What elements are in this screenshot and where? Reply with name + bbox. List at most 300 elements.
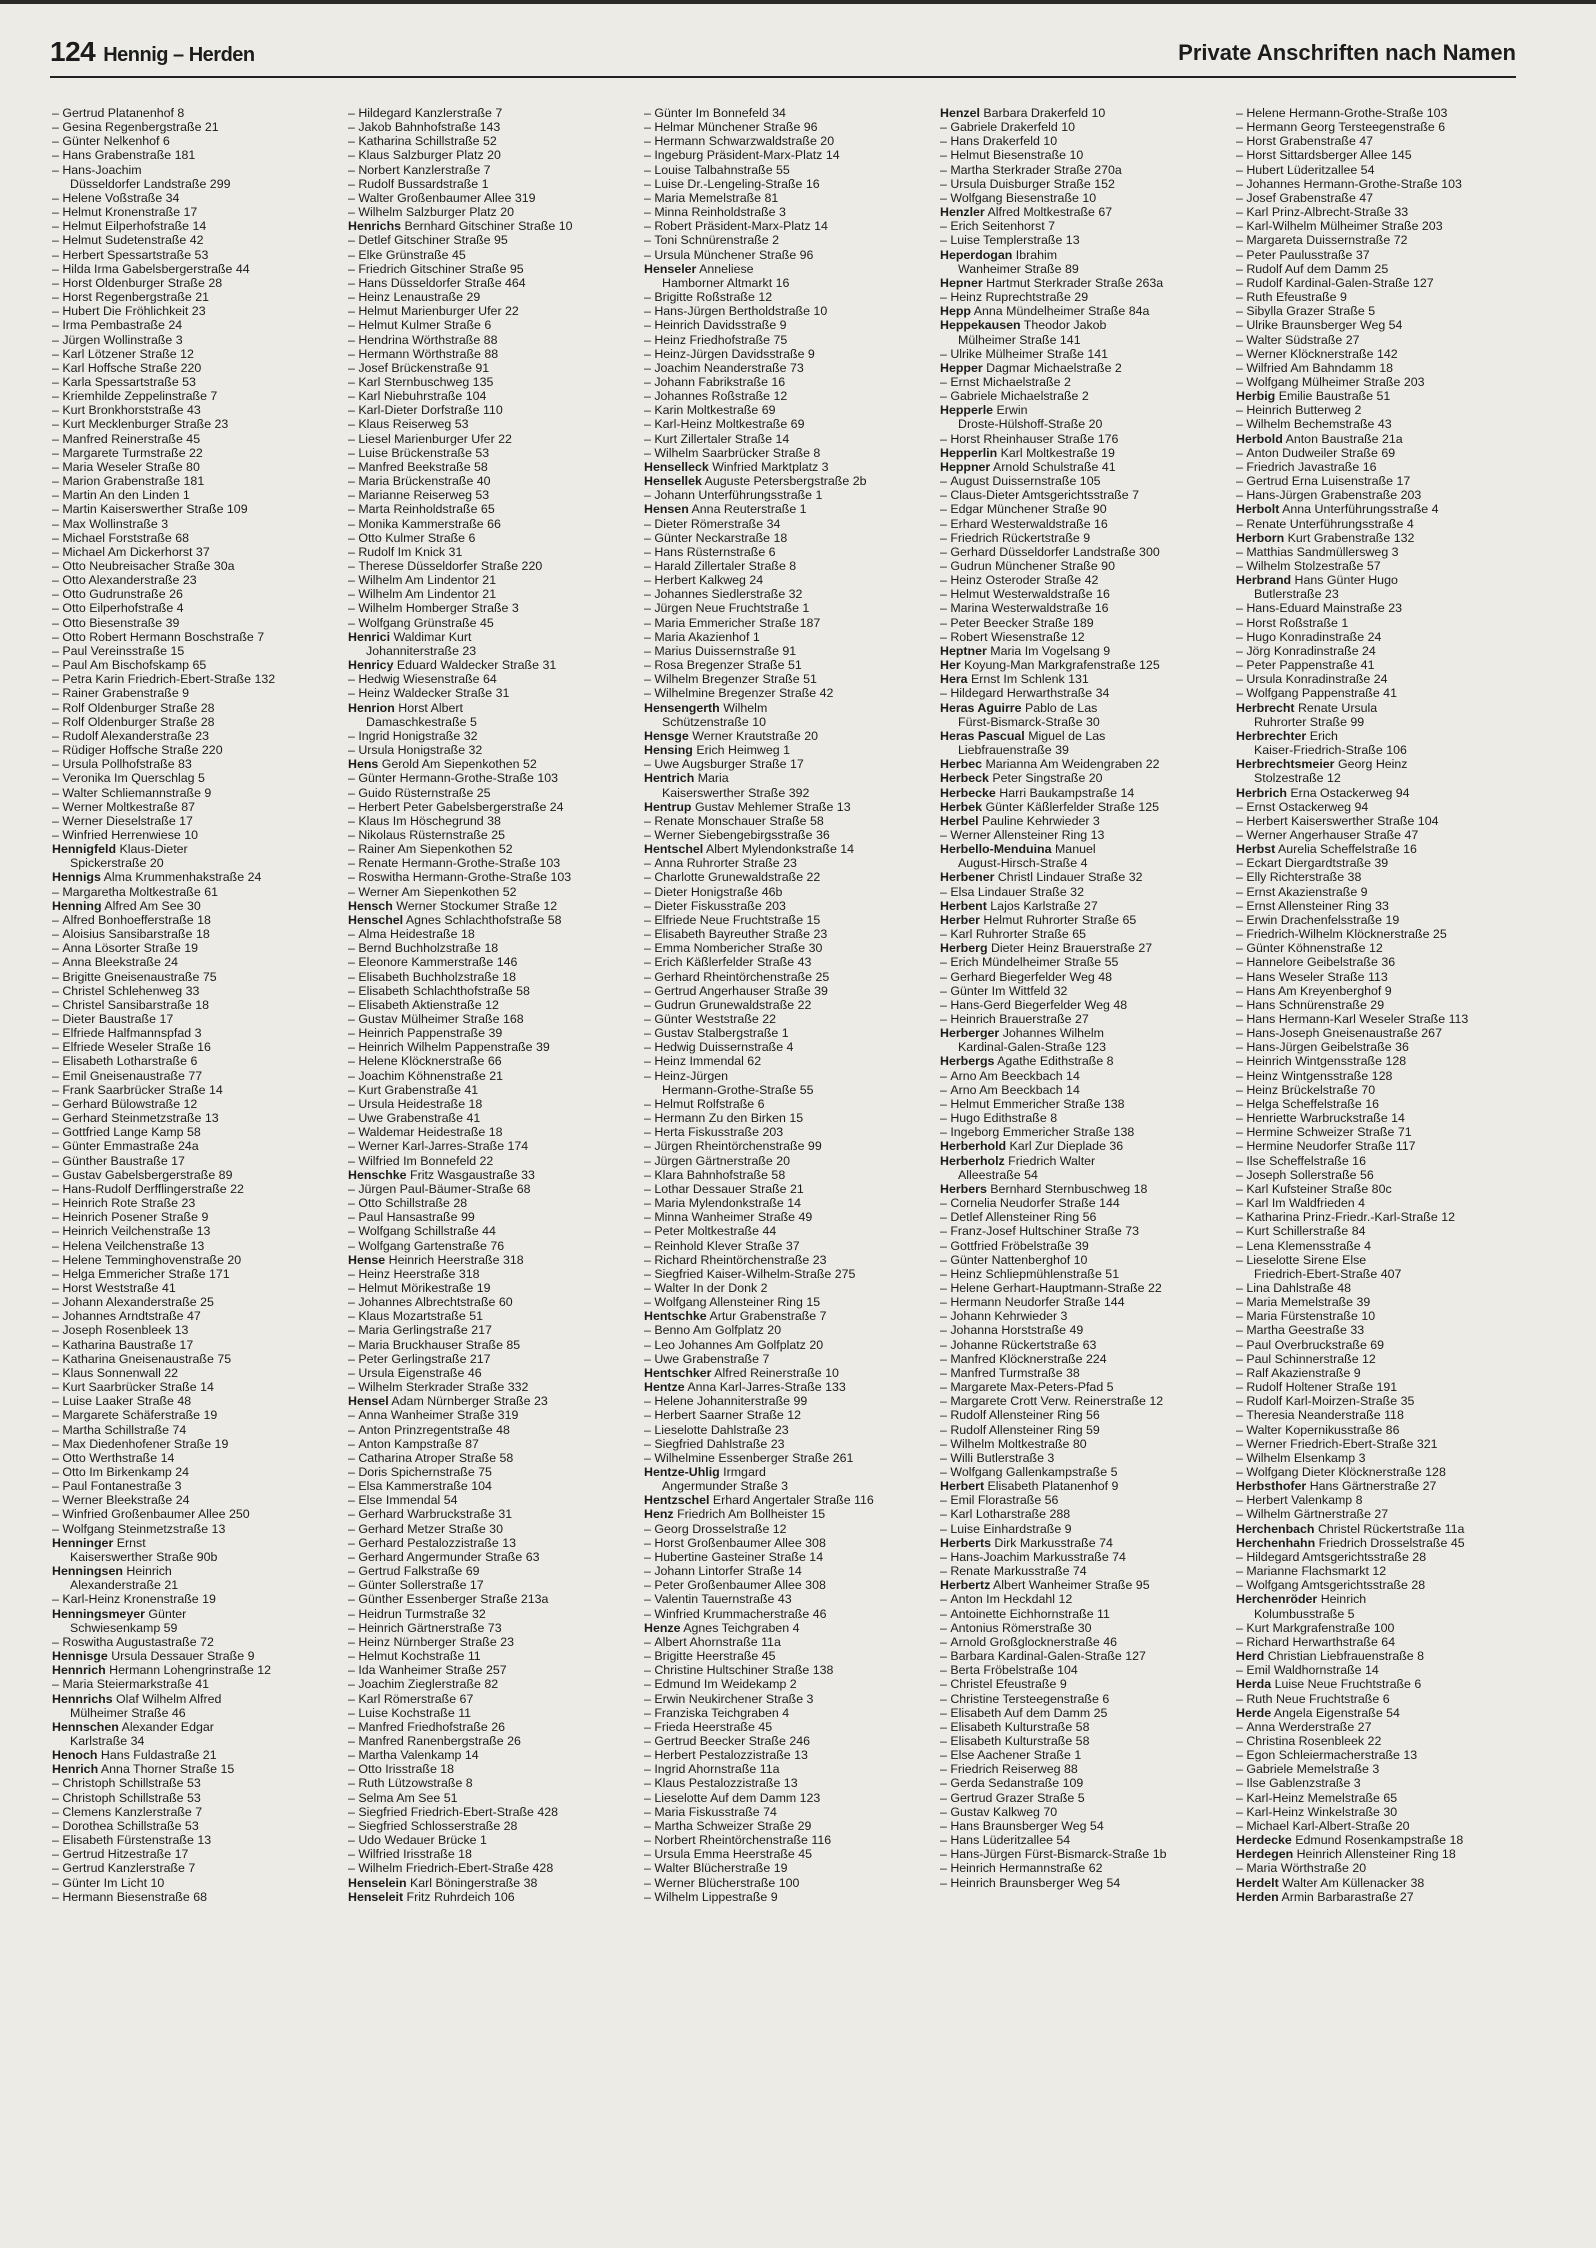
person-entry: [1236, 361, 1524, 375]
entry-text: Hermann Wörthstraße 88: [358, 346, 499, 361]
surname-entry: [644, 729, 932, 743]
surname-entry: [940, 800, 1228, 814]
person-entry: [52, 1196, 340, 1210]
person-entry: [52, 248, 340, 262]
person-entry: [644, 1819, 932, 1833]
entry-text: Günter Im Wittfeld 32: [950, 983, 1068, 998]
person-entry: [940, 1111, 1228, 1125]
person-entry: [348, 1451, 636, 1465]
entry-text: Heinrich: [1320, 1592, 1367, 1607]
person-entry: [52, 446, 340, 460]
entry-text: Olaf Wilhelm Alfred: [116, 1691, 222, 1706]
person-entry: [348, 1692, 636, 1706]
entry-text: Doris Spichernstraße 75: [358, 1465, 492, 1479]
entry-text: Irma Pembastraße 24: [62, 318, 183, 333]
person-entry: [644, 545, 932, 559]
entry-text: Jürgen Neue Fruchtstraße 1: [654, 601, 810, 616]
person-entry: [644, 1224, 932, 1238]
entry-text: Herbert Saarner Straße 12: [654, 1408, 802, 1423]
person-entry: [1236, 955, 1524, 969]
entry-text: Max Diedenhofener Straße 19: [62, 1436, 229, 1451]
surname: Hennrich: [52, 1663, 106, 1678]
entry-text: Elisabeth Aktienstraße 12: [358, 997, 499, 1012]
entry-text: Christel Rückertstraße 11a: [1317, 1521, 1465, 1536]
entry-text: Kurt Schillerstraße 84: [1246, 1224, 1366, 1239]
entry-text: Jürgen Paul-Bäumer-Straße 68: [358, 1181, 531, 1196]
entry-text: Rosa Bregenzer Straße 51: [654, 658, 802, 673]
person-entry: [940, 686, 1228, 700]
surname: Hentze: [644, 1380, 685, 1395]
person-entry: [348, 1069, 636, 1083]
person-entry: [1236, 148, 1524, 162]
person-entry: [940, 375, 1228, 389]
entry-text: Rudolf Bussardstraße 1: [358, 176, 489, 191]
surname-entry: [348, 1253, 636, 1267]
entry-text: Helga Scheffelstraße 16: [1246, 1096, 1380, 1111]
person-entry: [644, 757, 932, 771]
surname: Herchenhahn: [1236, 1535, 1316, 1550]
surname: Heras Aguirre: [940, 700, 1022, 715]
entry-text: Adam Nürnberger Straße 23: [391, 1394, 548, 1409]
person-entry: [52, 1026, 340, 1040]
person-entry: [348, 304, 636, 318]
surname: Hentzschel: [644, 1493, 710, 1508]
person-entry: [644, 1125, 932, 1139]
surname: Hense: [348, 1252, 386, 1267]
person-entry: [52, 1295, 340, 1309]
person-entry: [940, 1550, 1228, 1564]
surname: Henrion: [348, 700, 395, 715]
person-entry: [644, 1054, 932, 1068]
entry-text: Heinrich Butterweg 2: [1246, 403, 1362, 418]
person-entry: [1236, 460, 1524, 474]
entry-text: Gerhard Bülowstraße 12: [62, 1096, 198, 1111]
entry-text: Werner Allensteiner Ring 13: [950, 827, 1105, 842]
entry-text: Hubertine Gasteiner Straße 14: [654, 1549, 824, 1564]
person-entry: [1236, 333, 1524, 347]
person-entry: [940, 1366, 1228, 1380]
surname: Hentschke: [644, 1309, 707, 1324]
address-continuation: [52, 1706, 340, 1720]
entry-text: Theresia Neanderstraße 118: [1246, 1408, 1404, 1423]
person-entry: [1236, 1493, 1524, 1507]
entry-text: Anna Unterführungsstraße 4: [1282, 502, 1439, 517]
entry-text: Anna Lösorter Straße 19: [62, 941, 199, 956]
entry-text: Hans Am Kreyenberghof 9: [1246, 983, 1392, 998]
address-continuation: [1236, 743, 1524, 757]
person-entry: [644, 814, 932, 828]
entry-text: Mülheimer Straße 46: [70, 1705, 186, 1720]
entry-text: Johannes Roßstraße 12: [654, 389, 788, 404]
entry-text: Kardinal-Galen-Straße 123: [958, 1040, 1107, 1055]
person-entry: [940, 1621, 1228, 1635]
entry-text: Hamborner Altmarkt 16: [662, 275, 790, 290]
entry-text: Christoph Schillstraße 53: [62, 1790, 201, 1805]
entry-text: Valentin Tauernstraße 43: [654, 1592, 792, 1607]
person-entry: [52, 644, 340, 658]
surname: Henninger: [52, 1535, 114, 1550]
entry-text: Otto Eilperhofstraße 4: [62, 601, 184, 616]
entry-text: Friedrich-Ebert-Straße 407: [1254, 1266, 1402, 1281]
person-entry: [1236, 163, 1524, 177]
person-entry: [348, 545, 636, 559]
entry-text: Elisabeth Buchholzstraße 18: [358, 969, 517, 984]
entry-text: Hans Gärtnerstraße 27: [1309, 1479, 1437, 1494]
person-entry: [52, 1040, 340, 1054]
entry-text: Ruth Neue Fruchtstraße 6: [1246, 1691, 1390, 1706]
surname: Herden: [1236, 1889, 1279, 1904]
entry-text: Hubert Lüderitzallee 54: [1246, 162, 1375, 177]
entry-text: Helmut Westerwaldstraße 16: [950, 587, 1110, 602]
person-entry: [1236, 1465, 1524, 1479]
entry-text: Helmar Münchener Straße 96: [654, 120, 818, 135]
entry-text: Kaiser-Friedrich-Straße 106: [1254, 743, 1407, 758]
entry-text: Lieselotte Dahlstraße 23: [654, 1422, 789, 1437]
surname: Hens: [348, 757, 379, 772]
surname: Herbsthofer: [1236, 1479, 1307, 1494]
entry-text: Helene Voßstraße 34: [62, 190, 180, 205]
entry-text: Veronika Im Querschlag 5: [62, 771, 205, 786]
entry-text: Helene Hermann-Grothe-Straße 103: [1246, 106, 1448, 120]
person-entry: [1236, 347, 1524, 361]
entry-text: Willi Butlerstraße 3: [950, 1450, 1055, 1465]
entry-text: Christine Hultschiner Straße 138: [654, 1663, 834, 1678]
entry-text: Anna Wanheimer Straße 319: [358, 1408, 519, 1423]
entry-text: Günter Im Licht 10: [62, 1875, 165, 1890]
person-entry: [348, 517, 636, 531]
person-entry: [348, 800, 636, 814]
entry-text: Maria Bruckhauser Straße 85: [358, 1337, 521, 1352]
person-entry: [940, 885, 1228, 899]
surname: Herbecke: [940, 785, 996, 800]
entry-text: Marina Westerwaldstraße 16: [950, 601, 1109, 616]
entry-text: Kurt Markgrafenstraße 100: [1246, 1620, 1395, 1635]
surname: Herdelt: [1236, 1875, 1279, 1890]
entry-text: Gerhard Pestalozzistraße 13: [358, 1535, 517, 1550]
entry-text: Jürgen Wollinstraße 3: [62, 332, 183, 347]
entry-text: Werner Dieselstraße 17: [62, 813, 193, 828]
address-continuation: [940, 262, 1228, 276]
entry-text: Peter Großenbaumer Allee 308: [654, 1578, 826, 1593]
person-entry: [940, 1125, 1228, 1139]
entry-text: Ursula Konradinstraße 24: [1246, 672, 1388, 687]
person-entry: [940, 1253, 1228, 1267]
entry-text: Helene Johanniterstraße 99: [654, 1394, 808, 1409]
surname-entry: [940, 899, 1228, 913]
person-entry: [348, 290, 636, 304]
person-entry: [348, 1720, 636, 1734]
person-entry: [940, 1663, 1228, 1677]
person-entry: [940, 1069, 1228, 1083]
entry-text: Butlerstraße 23: [1254, 587, 1339, 602]
entry-text: Anna Mündelheimer Straße 84a: [973, 304, 1150, 319]
person-entry: [348, 1536, 636, 1550]
entry-text: Horst Weststraße 41: [62, 1280, 176, 1295]
entry-text: Heinz Lenaustraße 29: [358, 290, 481, 305]
entry-text: Maria Gerlingstraße 217: [358, 1323, 492, 1338]
person-entry: [940, 630, 1228, 644]
person-entry: [940, 1861, 1228, 1875]
person-entry: [1236, 672, 1524, 686]
entry-text: Helmut Biesenstraße 10: [950, 148, 1084, 163]
entry-text: Horst Oldenburger Straße 28: [62, 275, 223, 290]
person-entry: [644, 941, 932, 955]
surname-entry: [1236, 389, 1524, 403]
entry-text: Winfried Marktplatz 3: [712, 459, 829, 474]
person-entry: [52, 814, 340, 828]
surname-entry: [52, 842, 340, 856]
person-entry: [52, 616, 340, 630]
entry-text: Nikolaus Rüsternstraße 25: [358, 827, 506, 842]
surname: Herd: [1236, 1649, 1265, 1664]
entry-text: Helene Gerhart-Hauptmann-Straße 22: [950, 1280, 1162, 1295]
entry-text: Dirk Markusstraße 74: [994, 1535, 1113, 1550]
surname: Henrich: [52, 1762, 99, 1777]
person-entry: [52, 686, 340, 700]
entry-text: Ursula Duisburger Straße 152: [950, 176, 1115, 191]
person-entry: [1236, 375, 1524, 389]
person-entry: [1236, 1054, 1524, 1068]
entry-text: Heinrich Veilchenstraße 13: [62, 1224, 211, 1239]
entry-text: Helga Emmericher Straße 171: [62, 1266, 230, 1281]
person-entry: [644, 446, 932, 460]
person-entry: [644, 304, 932, 318]
entry-text: Richard Rheintörchenstraße 23: [654, 1252, 827, 1267]
entry-text: Catharina Atroper Straße 58: [358, 1450, 514, 1465]
entry-text: Karl-Dieter Dorfstraße 110: [358, 403, 503, 418]
person-entry: [644, 1720, 932, 1734]
entry-text: Hermann-Grothe-Straße 55: [662, 1082, 814, 1097]
person-entry: [52, 488, 340, 502]
entry-text: Elisabeth Fürstenstraße 13: [62, 1833, 212, 1848]
entry-text: Hans Lüderitzallee 54: [950, 1833, 1071, 1848]
entry-text: Wilhelm Gärtnerstraße 27: [1246, 1507, 1389, 1522]
person-entry: [348, 1239, 636, 1253]
entry-text: Siegfried Dahlstraße 23: [654, 1436, 785, 1451]
entry-text: Mülheimer Straße 141: [958, 332, 1081, 347]
entry-text: Peter Pappenstraße 41: [1246, 658, 1375, 673]
person-entry: [644, 120, 932, 134]
person-entry: [644, 672, 932, 686]
entry-text: Christoph Schillstraße 53: [62, 1776, 201, 1791]
surname-entry: [52, 1748, 340, 1762]
person-entry: [644, 531, 932, 545]
person-entry: [52, 1592, 340, 1606]
person-entry: [644, 1607, 932, 1621]
person-entry: [52, 1012, 340, 1026]
person-entry: [52, 1267, 340, 1281]
person-entry: [644, 106, 932, 120]
entry-text: Erwin Drachenfelsstraße 19: [1246, 912, 1400, 927]
entry-text: Erich Seitenhorst 7: [950, 219, 1056, 234]
entry-text: Agnes Schlachthofstraße 58: [405, 912, 562, 927]
entry-text: Gustav Gabelsbergerstraße 89: [62, 1167, 233, 1182]
entry-text: Alfred Moltkestraße 67: [987, 205, 1113, 220]
person-entry: [348, 1083, 636, 1097]
entry-text: Therese Düsseldorfer Straße 220: [358, 559, 543, 573]
person-entry: [940, 134, 1228, 148]
person-entry: [1236, 899, 1524, 913]
entry-text: Bernhard Sternbuschweg 18: [990, 1181, 1148, 1196]
entry-text: Otto Biesenstraße 39: [62, 615, 180, 630]
surname-entry: [348, 1394, 636, 1408]
entry-text: Arno Am Beeckbach 14: [950, 1068, 1080, 1083]
person-entry: [644, 573, 932, 587]
entry-text: Johannes Arndtstraße 47: [62, 1309, 201, 1324]
person-entry: [644, 1338, 932, 1352]
person-entry: [1236, 106, 1524, 120]
surname-entry: [1236, 729, 1524, 743]
person-entry: [644, 417, 932, 431]
address-continuation: [644, 715, 932, 729]
person-entry: [52, 1847, 340, 1861]
person-entry: [348, 333, 636, 347]
person-entry: [348, 1309, 636, 1323]
person-entry: [644, 998, 932, 1012]
entry-text: Jakob Bahnhofstraße 143: [358, 120, 501, 135]
person-entry: [348, 120, 636, 134]
entry-text: Wolfgang Amtsgerichtsstraße 28: [1246, 1578, 1426, 1593]
surname-entry: [940, 757, 1228, 771]
entry-text: Johannes Hermann-Grothe-Straße 103: [1246, 176, 1462, 191]
entry-text: Anton Baustraße 21a: [1285, 431, 1403, 446]
surname-entry: [940, 842, 1228, 856]
entry-text: Herbert Peter Gabelsbergerstraße 24: [358, 799, 564, 814]
entry-text: Karl-Heinz Moltkestraße 69: [654, 417, 805, 432]
person-entry: [940, 1507, 1228, 1521]
entry-text: Martha Schillstraße 74: [62, 1422, 187, 1437]
surname: Hennschen: [52, 1719, 119, 1734]
person-entry: [644, 148, 932, 162]
person-entry: [348, 927, 636, 941]
entry-text: Charlotte Grunewaldstraße 22: [654, 870, 821, 885]
person-entry: [644, 233, 932, 247]
surname-entry: [940, 460, 1228, 474]
person-entry: [1236, 1776, 1524, 1790]
entry-text: Heinz Osteroder Straße 42: [950, 573, 1099, 588]
entry-text: Klara Bahnhofstraße 58: [654, 1167, 786, 1182]
person-entry: [1236, 403, 1524, 417]
entry-text: Hartmut Sterkrader Straße 263a: [986, 275, 1164, 290]
person-entry: [644, 333, 932, 347]
person-entry: [644, 1692, 932, 1706]
person-entry: [1236, 1748, 1524, 1762]
entry-text: Minna Reinholdstraße 3: [654, 205, 786, 220]
person-entry: [1236, 1861, 1524, 1875]
person-entry: [1236, 120, 1524, 134]
entry-text: Barbara Kardinal-Galen-Straße 127: [950, 1649, 1146, 1664]
person-entry: [348, 1026, 636, 1040]
surname: Herberhold: [940, 1139, 1007, 1154]
person-entry: [1236, 488, 1524, 502]
person-entry: [52, 800, 340, 814]
entry-text: Erich Mündelheimer Straße 55: [950, 955, 1119, 970]
person-entry: [940, 1380, 1228, 1394]
person-entry: [940, 545, 1228, 559]
entry-text: Wilhelmine Essenberger Straße 261: [654, 1450, 854, 1465]
person-entry: [1236, 1083, 1524, 1097]
address-continuation: [348, 644, 636, 658]
address-continuation: [1236, 587, 1524, 601]
entry-text: Wilhelm Moltkestraße 80: [950, 1436, 1087, 1451]
person-entry: [52, 1890, 340, 1904]
person-entry: [348, 531, 636, 545]
person-entry: [52, 1139, 340, 1153]
entry-text: Roswitha Augustastraße 72: [62, 1634, 214, 1649]
surname: Her: [940, 658, 961, 673]
entry-text: Gertrud Kanzlerstraße 7: [62, 1861, 196, 1876]
entry-text: Anton Dudweiler Straße 69: [1246, 445, 1396, 460]
entry-text: Brigitte Heerstraße 45: [654, 1649, 776, 1664]
entry-text: Luise Laaker Straße 48: [62, 1394, 192, 1409]
person-entry: [348, 148, 636, 162]
person-entry: [644, 1847, 932, 1861]
person-entry: [52, 587, 340, 601]
entry-text: Werner Krautstraße 20: [692, 728, 819, 743]
surname-entry: [940, 304, 1228, 318]
surname: Heperdogan: [940, 247, 1013, 262]
person-entry: [348, 1054, 636, 1068]
address-continuation: [940, 856, 1228, 870]
surname-entry: [1236, 1536, 1524, 1550]
person-entry: [348, 1281, 636, 1295]
entry-text: Peter Gerlingstraße 217: [358, 1351, 491, 1366]
person-entry: [348, 1592, 636, 1606]
address-continuation: [1236, 1607, 1524, 1621]
entry-text: Ursula Honigstraße 32: [358, 743, 483, 758]
person-entry: [52, 375, 340, 389]
person-entry: [52, 1323, 340, 1337]
entry-text: Anneliese: [699, 261, 754, 276]
person-entry: [1236, 630, 1524, 644]
entry-text: Klaus Pestalozzistraße 13: [654, 1776, 798, 1791]
entry-text: Michael Am Dickerhorst 37: [62, 544, 210, 559]
entry-text: Alfred Am See 30: [104, 898, 201, 913]
entry-text: Hans-Gerd Biegerfelder Weg 48: [950, 997, 1128, 1012]
person-entry: [52, 701, 340, 715]
person-entry: [940, 290, 1228, 304]
name-range: Hennig – Herden: [103, 44, 255, 66]
person-entry: [348, 998, 636, 1012]
entry-text: Günter Nattenberghof 10: [950, 1252, 1088, 1267]
surname-entry: [52, 1607, 340, 1621]
entry-text: Liesel Marienburger Ufer 22: [358, 431, 512, 446]
person-entry: [1236, 686, 1524, 700]
entry-text: Anna Bleekstraße 24: [62, 955, 179, 970]
entry-text: Otto Irisstraße 18: [358, 1762, 455, 1777]
directory-column-1: [52, 106, 340, 2226]
entry-text: Alleestraße 54: [958, 1167, 1038, 1182]
person-entry: [644, 1253, 932, 1267]
entry-text: Friedrich Am Bollheister 15: [677, 1507, 826, 1522]
person-entry: [52, 304, 340, 318]
person-entry: [940, 1706, 1228, 1720]
person-entry: [1236, 1394, 1524, 1408]
entry-text: Selma Am See 51: [358, 1790, 458, 1805]
entry-text: Horst Großenbaumer Allee 308: [654, 1535, 826, 1550]
entry-text: Manfred Ranenbergstraße 26: [358, 1733, 521, 1748]
person-entry: [644, 1677, 932, 1691]
person-entry: [940, 219, 1228, 233]
entry-text: Rudolf Kardinal-Galen-Straße 127: [1246, 275, 1434, 290]
person-entry: [52, 1210, 340, 1224]
entry-text: Gerhard Düsseldorfer Landstraße 300: [950, 544, 1160, 559]
person-entry: [644, 219, 932, 233]
entry-text: Karl Zur Dieplade 36: [1009, 1139, 1124, 1154]
entry-text: Hans Hermann-Karl Weseler Straße 113: [1246, 1012, 1469, 1026]
address-continuation: [940, 1168, 1228, 1182]
surname: Henschel: [348, 912, 404, 927]
